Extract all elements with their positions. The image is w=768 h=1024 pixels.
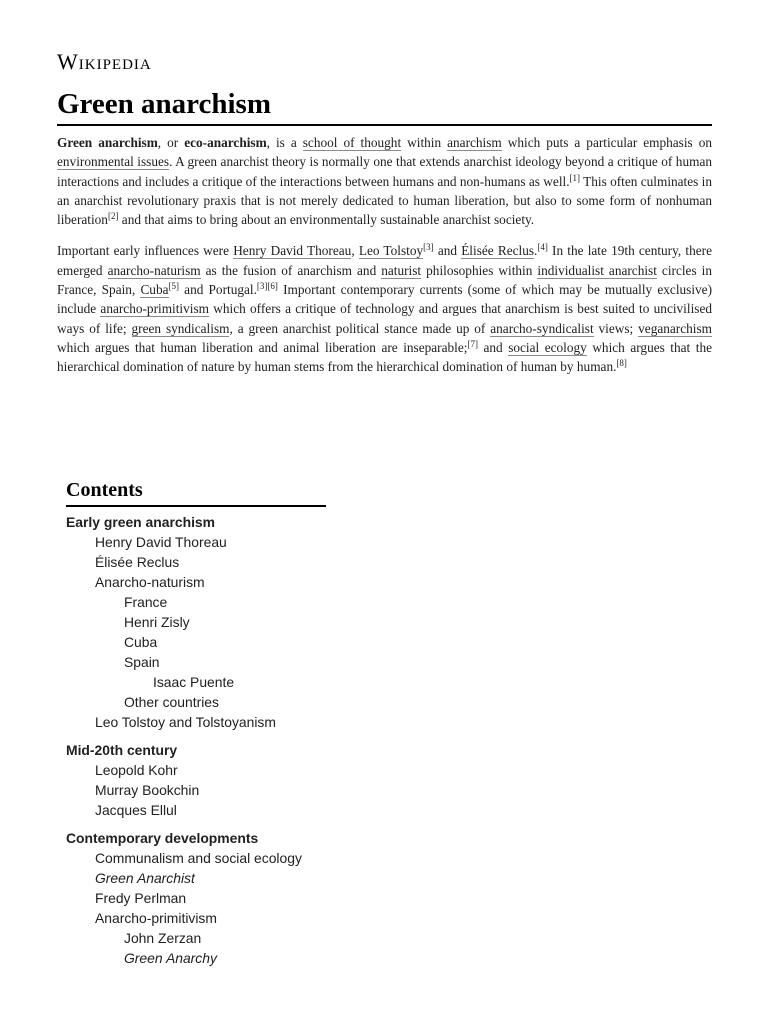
text: , a green anarchist political stance made up of: [229, 320, 491, 336]
bold-term: Green anarchism: [57, 135, 158, 150]
link-cuba[interactable]: Cuba: [140, 282, 169, 298]
toc-section: [66, 741, 366, 820]
text: views;: [593, 320, 639, 336]
link-school-of-thought[interactable]: school of thought: [302, 135, 402, 150]
citation[interactable]: [1]: [569, 172, 581, 183]
table-of-contents: [66, 479, 366, 977]
link-anarcho-primitivism[interactable]: anarcho-primitivism: [100, 301, 209, 317]
toc-subitem[interactable]: Henri Zisly: [124, 614, 190, 630]
toc-item[interactable]: Jacques Ellul: [95, 802, 177, 818]
link-henry-david-thoreau[interactable]: Henry David Thoreau: [233, 243, 352, 259]
link-elisee-reclus[interactable]: Élisée Reclus: [461, 243, 535, 259]
text: and: [477, 339, 509, 355]
citation[interactable]: [7]: [467, 338, 478, 349]
text: circles in France, Spain,: [57, 262, 712, 298]
wikipedia-logo[interactable]: Wikipedia: [57, 49, 152, 74]
text: , is a: [266, 135, 303, 150]
link-social-ecology[interactable]: social ecology: [508, 339, 587, 355]
link-leo-tolstoy[interactable]: Leo Tolstoy: [358, 243, 424, 259]
paragraph-2: [57, 241, 712, 376]
text: . A green anarchist theory is normally one that extends anarchist ideology beyond a critique of human interactions and includes a critique of the interactions between humans and non-humans as well.: [57, 154, 713, 189]
text: .: [534, 243, 538, 259]
text: In the late 19th century, there emerged: [57, 243, 712, 278]
link-anarchism[interactable]: anarchism: [447, 135, 502, 150]
toc-title: Contents: [66, 479, 326, 507]
toc-subitem[interactable]: John Zerzan: [124, 930, 202, 946]
link-environmental-issues[interactable]: environmental issues: [57, 154, 170, 170]
toc-subitem[interactable]: Cuba: [124, 634, 158, 650]
toc-subitem[interactable]: France: [124, 594, 168, 610]
link-naturist[interactable]: naturist: [381, 262, 422, 278]
link-anarcho-syndicalist[interactable]: anarcho-syndicalist: [490, 320, 594, 336]
citation[interactable]: [6]: [267, 281, 278, 292]
toc-subitem[interactable]: Spain: [124, 654, 160, 670]
toc-item[interactable]: Anarcho-primitivism: [95, 910, 217, 926]
text: which argues that the hierarchical domination of nature by human stems from the hierarchical domination of human by human.: [57, 339, 712, 375]
bold-term: eco-anarchism: [184, 135, 267, 150]
toc-item[interactable]: Anarcho-naturism: [95, 574, 205, 590]
text: Important early influences were: [57, 243, 234, 259]
toc-section: [66, 829, 366, 968]
text: Important contemporary currents (some of which may be mutually exclusive) include: [57, 282, 713, 317]
citation[interactable]: [2]: [107, 211, 119, 222]
text: which argues that human liberation and animal liberation are inseparable;: [57, 339, 468, 355]
toc-subsubitem[interactable]: Isaac Puente: [153, 674, 235, 690]
toc-heading-mid-20th-century[interactable]: Mid-20th century: [66, 742, 178, 758]
toc-subitem[interactable]: Other countries: [124, 694, 219, 710]
paragraph-1: [57, 133, 712, 229]
text: which offers a critique of technology and argues that anarchism is best suited to uncivilised ways of life;: [57, 301, 712, 336]
text: which puts a particular emphasis on: [501, 135, 713, 150]
text: This often culminates in an anarchist revolutionary praxis that is not merely dedicated to human liberation, but also to some form of nonhuman liberation: [57, 173, 712, 228]
text: philosophies within: [421, 262, 538, 278]
page-title: Green anarchism: [57, 84, 712, 126]
text: as the fusion of anarchism and: [200, 262, 382, 278]
toc-heading-early-green-anarchism[interactable]: Early green anarchism: [66, 514, 216, 530]
text: , or: [157, 135, 185, 150]
toc-item[interactable]: Henry David Thoreau: [95, 534, 227, 550]
toc-section: [66, 513, 366, 732]
link-green-syndicalism[interactable]: green syndicalism: [131, 320, 230, 336]
citation[interactable]: [5]: [168, 281, 180, 292]
citation[interactable]: [3]: [423, 242, 434, 253]
text: and: [433, 243, 462, 259]
text: and Portugal.: [179, 282, 257, 298]
toc-item[interactable]: Fredy Perlman: [95, 890, 187, 906]
toc-item[interactable]: Leopold Kohr: [95, 762, 178, 778]
article-body: [57, 133, 712, 389]
toc-item[interactable]: Green Anarchist: [95, 870, 195, 886]
link-individualist-anarchist[interactable]: individualist anarchist: [537, 262, 657, 278]
toc-item[interactable]: Murray Bookchin: [95, 782, 200, 798]
citation[interactable]: [8]: [616, 358, 627, 369]
citation[interactable]: [4]: [537, 242, 548, 253]
link-anarcho-naturism[interactable]: anarcho-naturism: [107, 262, 201, 278]
toc-subitem[interactable]: Green Anarchy: [124, 950, 217, 966]
text: ,: [351, 243, 359, 259]
toc-heading-contemporary-developments[interactable]: Contemporary developments: [66, 830, 259, 846]
toc-item[interactable]: Élisée Reclus: [95, 554, 180, 570]
toc-item[interactable]: Leo Tolstoy and Tolstoyanism: [95, 714, 276, 730]
text: and that aims to bring about an environmentally sustainable anarchist society.: [118, 212, 535, 228]
toc-item[interactable]: Communalism and social ecology: [95, 850, 302, 866]
text: within: [401, 135, 448, 150]
citation[interactable]: [3]: [256, 281, 268, 292]
link-veganarchism[interactable]: veganarchism: [638, 320, 712, 336]
